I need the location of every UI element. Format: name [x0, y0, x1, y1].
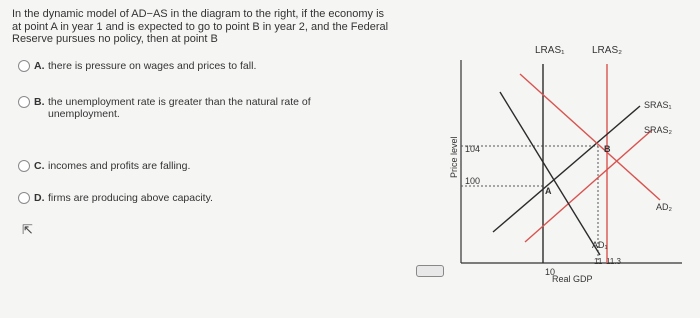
gdp-tick-11: 11 [594, 257, 603, 266]
option-letter: B. [34, 96, 45, 108]
option-letter: A. [34, 60, 45, 72]
option-letter: D. [34, 192, 45, 204]
sras1-curve [493, 106, 640, 232]
option-text: incomes and profits are falling. [48, 160, 191, 172]
ad1-curve [500, 92, 600, 255]
question-text: In the dynamic model of AD−AS in the diagram to the right, if the economy is at point A in year 1 and is expected to go to point B in year 2, and the Federal Reserve pursues no policy, then at point B [12, 8, 389, 45]
point-a-label: A [545, 186, 552, 196]
y-axis-label: Price level [449, 136, 459, 178]
price-tick-100: 100 [465, 176, 481, 186]
ad1-label: AD₁ [592, 240, 608, 250]
lras2-label: LRAS₂ [592, 45, 623, 56]
option-text: the unemployment rate is greater than the natural rate of unemployment. [48, 96, 311, 120]
point-b-label: B [604, 144, 611, 154]
x-axis-label: Real GDP [552, 274, 593, 284]
ad2-label: AD₂ [656, 202, 672, 212]
gdp-tick-11-3: 11.3 [606, 257, 621, 266]
lras1-label: LRAS₁ [535, 45, 565, 56]
mouse-pointer-icon: ⇱ [22, 222, 33, 237]
sras2-label: SRAS₂ [644, 125, 673, 135]
option-text: there is pressure on wages and prices to fall. [48, 60, 257, 72]
option-text: firms are producing above capacity. [48, 192, 213, 204]
gdp-tick-10: 10 [545, 267, 556, 277]
sras1-label: SRAS₁ [644, 100, 672, 110]
option-letter: C. [34, 160, 45, 172]
price-tick-104: 104 [465, 144, 481, 154]
ad2-curve [520, 74, 660, 200]
